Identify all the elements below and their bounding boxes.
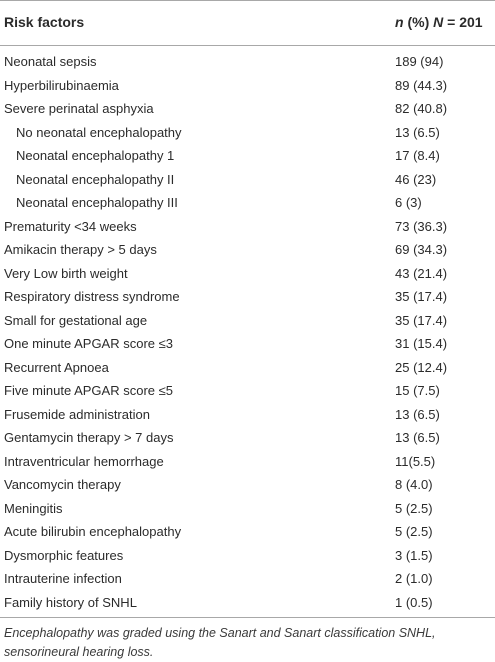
header-total: = 201 — [443, 14, 483, 30]
risk-factor-value: 25 (12.4) — [395, 359, 448, 375]
header-N: N — [433, 14, 444, 30]
risk-factor-label: Very Low birth weight — [4, 265, 128, 281]
header-count — [395, 14, 483, 30]
risk-factor-label: Meningitis — [4, 500, 63, 516]
risk-factor-label: Neonatal sepsis — [4, 54, 97, 69]
table-row — [0, 450, 495, 474]
table-row — [0, 591, 495, 615]
table-row — [0, 426, 495, 450]
risk-factor-value: 5 (2.5) — [395, 500, 433, 516]
table-row — [0, 497, 495, 521]
risk-factor-value: 3 (1.5) — [395, 547, 433, 563]
table-row — [0, 332, 495, 356]
table-row — [0, 238, 495, 262]
table-row — [0, 379, 495, 403]
risk-factor-label: Hyperbilirubinaemia — [4, 77, 119, 93]
table-header — [0, 0, 495, 46]
risk-factor-value: 13 (6.5) — [395, 124, 440, 140]
risk-factor-label: Neonatal encephalopathy II — [16, 171, 175, 187]
table-row — [0, 544, 495, 568]
table-row — [0, 121, 495, 145]
table-row — [0, 74, 495, 98]
table-footnote: Encephalopathy was graded using the Sanart and Sanart classification SNHL, sensorineural hearing loss. — [4, 626, 436, 659]
risk-factor-value: 89 (44.3) — [395, 77, 448, 93]
risk-factor-value: 1 (0.5) — [395, 594, 433, 610]
risk-factor-value: 82 (40.8) — [395, 101, 448, 116]
risk-factor-label: Frusemide administration — [4, 406, 150, 422]
risk-factor-value: 13 (6.5) — [395, 406, 440, 422]
risk-factor-value: 73 (36.3) — [395, 218, 448, 234]
risk-factor-label: Acute bilirubin encephalopathy — [4, 524, 182, 539]
risk-factor-label: One minute APGAR score ≤3 — [4, 336, 173, 351]
table-row — [0, 168, 495, 192]
risk-factor-label: Neonatal encephalopathy 1 — [16, 148, 175, 163]
risk-factor-value: 69 (34.3) — [395, 242, 448, 257]
risk-factor-value: 8 (4.0) — [395, 477, 433, 492]
risk-factor-label: Respiratory distress syndrome — [4, 289, 180, 304]
risk-factor-value: 35 (17.4) — [395, 289, 448, 304]
risk-factor-value: 35 (17.4) — [395, 312, 448, 328]
table-row — [0, 215, 495, 239]
risk-factor-value: 6 (3) — [395, 195, 422, 210]
risk-factor-value: 11(5.5) — [395, 453, 436, 469]
table-body — [0, 46, 495, 614]
risk-factor-label: Intraventricular hemorrhage — [4, 453, 164, 469]
risk-factor-value: 13 (6.5) — [395, 430, 440, 445]
table-row — [0, 50, 495, 74]
risk-factor-label: No neonatal encephalopathy — [16, 124, 182, 140]
table-row — [0, 520, 495, 544]
risk-factor-label: Small for gestational age — [4, 312, 148, 328]
table-row — [0, 356, 495, 380]
risk-factor-label: Severe perinatal asphyxia — [4, 101, 154, 116]
table-row — [0, 191, 495, 215]
risk-factor-value: 15 (7.5) — [395, 383, 440, 398]
header-risk-factors: Risk factors — [4, 14, 85, 30]
risk-factor-value: 5 (2.5) — [395, 524, 433, 539]
table-row — [0, 567, 495, 591]
risk-factor-label: Family history of SNHL — [4, 594, 137, 610]
header-n: n — [395, 14, 404, 30]
table-row — [0, 97, 495, 121]
risk-factor-label: Five minute APGAR score ≤5 — [4, 383, 173, 398]
table-row — [0, 403, 495, 427]
table-row — [0, 144, 495, 168]
risk-factor-label: Prematurity <34 weeks — [4, 218, 137, 234]
risk-factor-label: Neonatal encephalopathy III — [16, 195, 178, 210]
table-row — [0, 285, 495, 309]
risk-factor-label: Dysmorphic features — [4, 547, 124, 563]
risk-factor-value: 2 (1.0) — [395, 571, 433, 586]
table-row — [0, 309, 495, 333]
risk-factor-value: 46 (23) — [395, 171, 437, 187]
risk-factor-label: Vancomycin therapy — [4, 477, 121, 492]
table-row — [0, 473, 495, 497]
risk-factor-label: Recurrent Apnoea — [4, 359, 109, 375]
table-row — [0, 262, 495, 286]
risk-factor-value: 189 (94) — [395, 54, 444, 69]
risk-factor-value: 17 (8.4) — [395, 148, 440, 163]
header-percent: (%) — [403, 14, 434, 30]
risk-factor-value: 43 (21.4) — [395, 265, 448, 281]
risk-factor-value: 31 (15.4) — [395, 336, 448, 351]
risk-factor-label: Gentamycin therapy > 7 days — [4, 430, 174, 445]
risk-factor-label: Amikacin therapy > 5 days — [4, 242, 157, 257]
risk-factor-label: Intrauterine infection — [4, 571, 122, 586]
